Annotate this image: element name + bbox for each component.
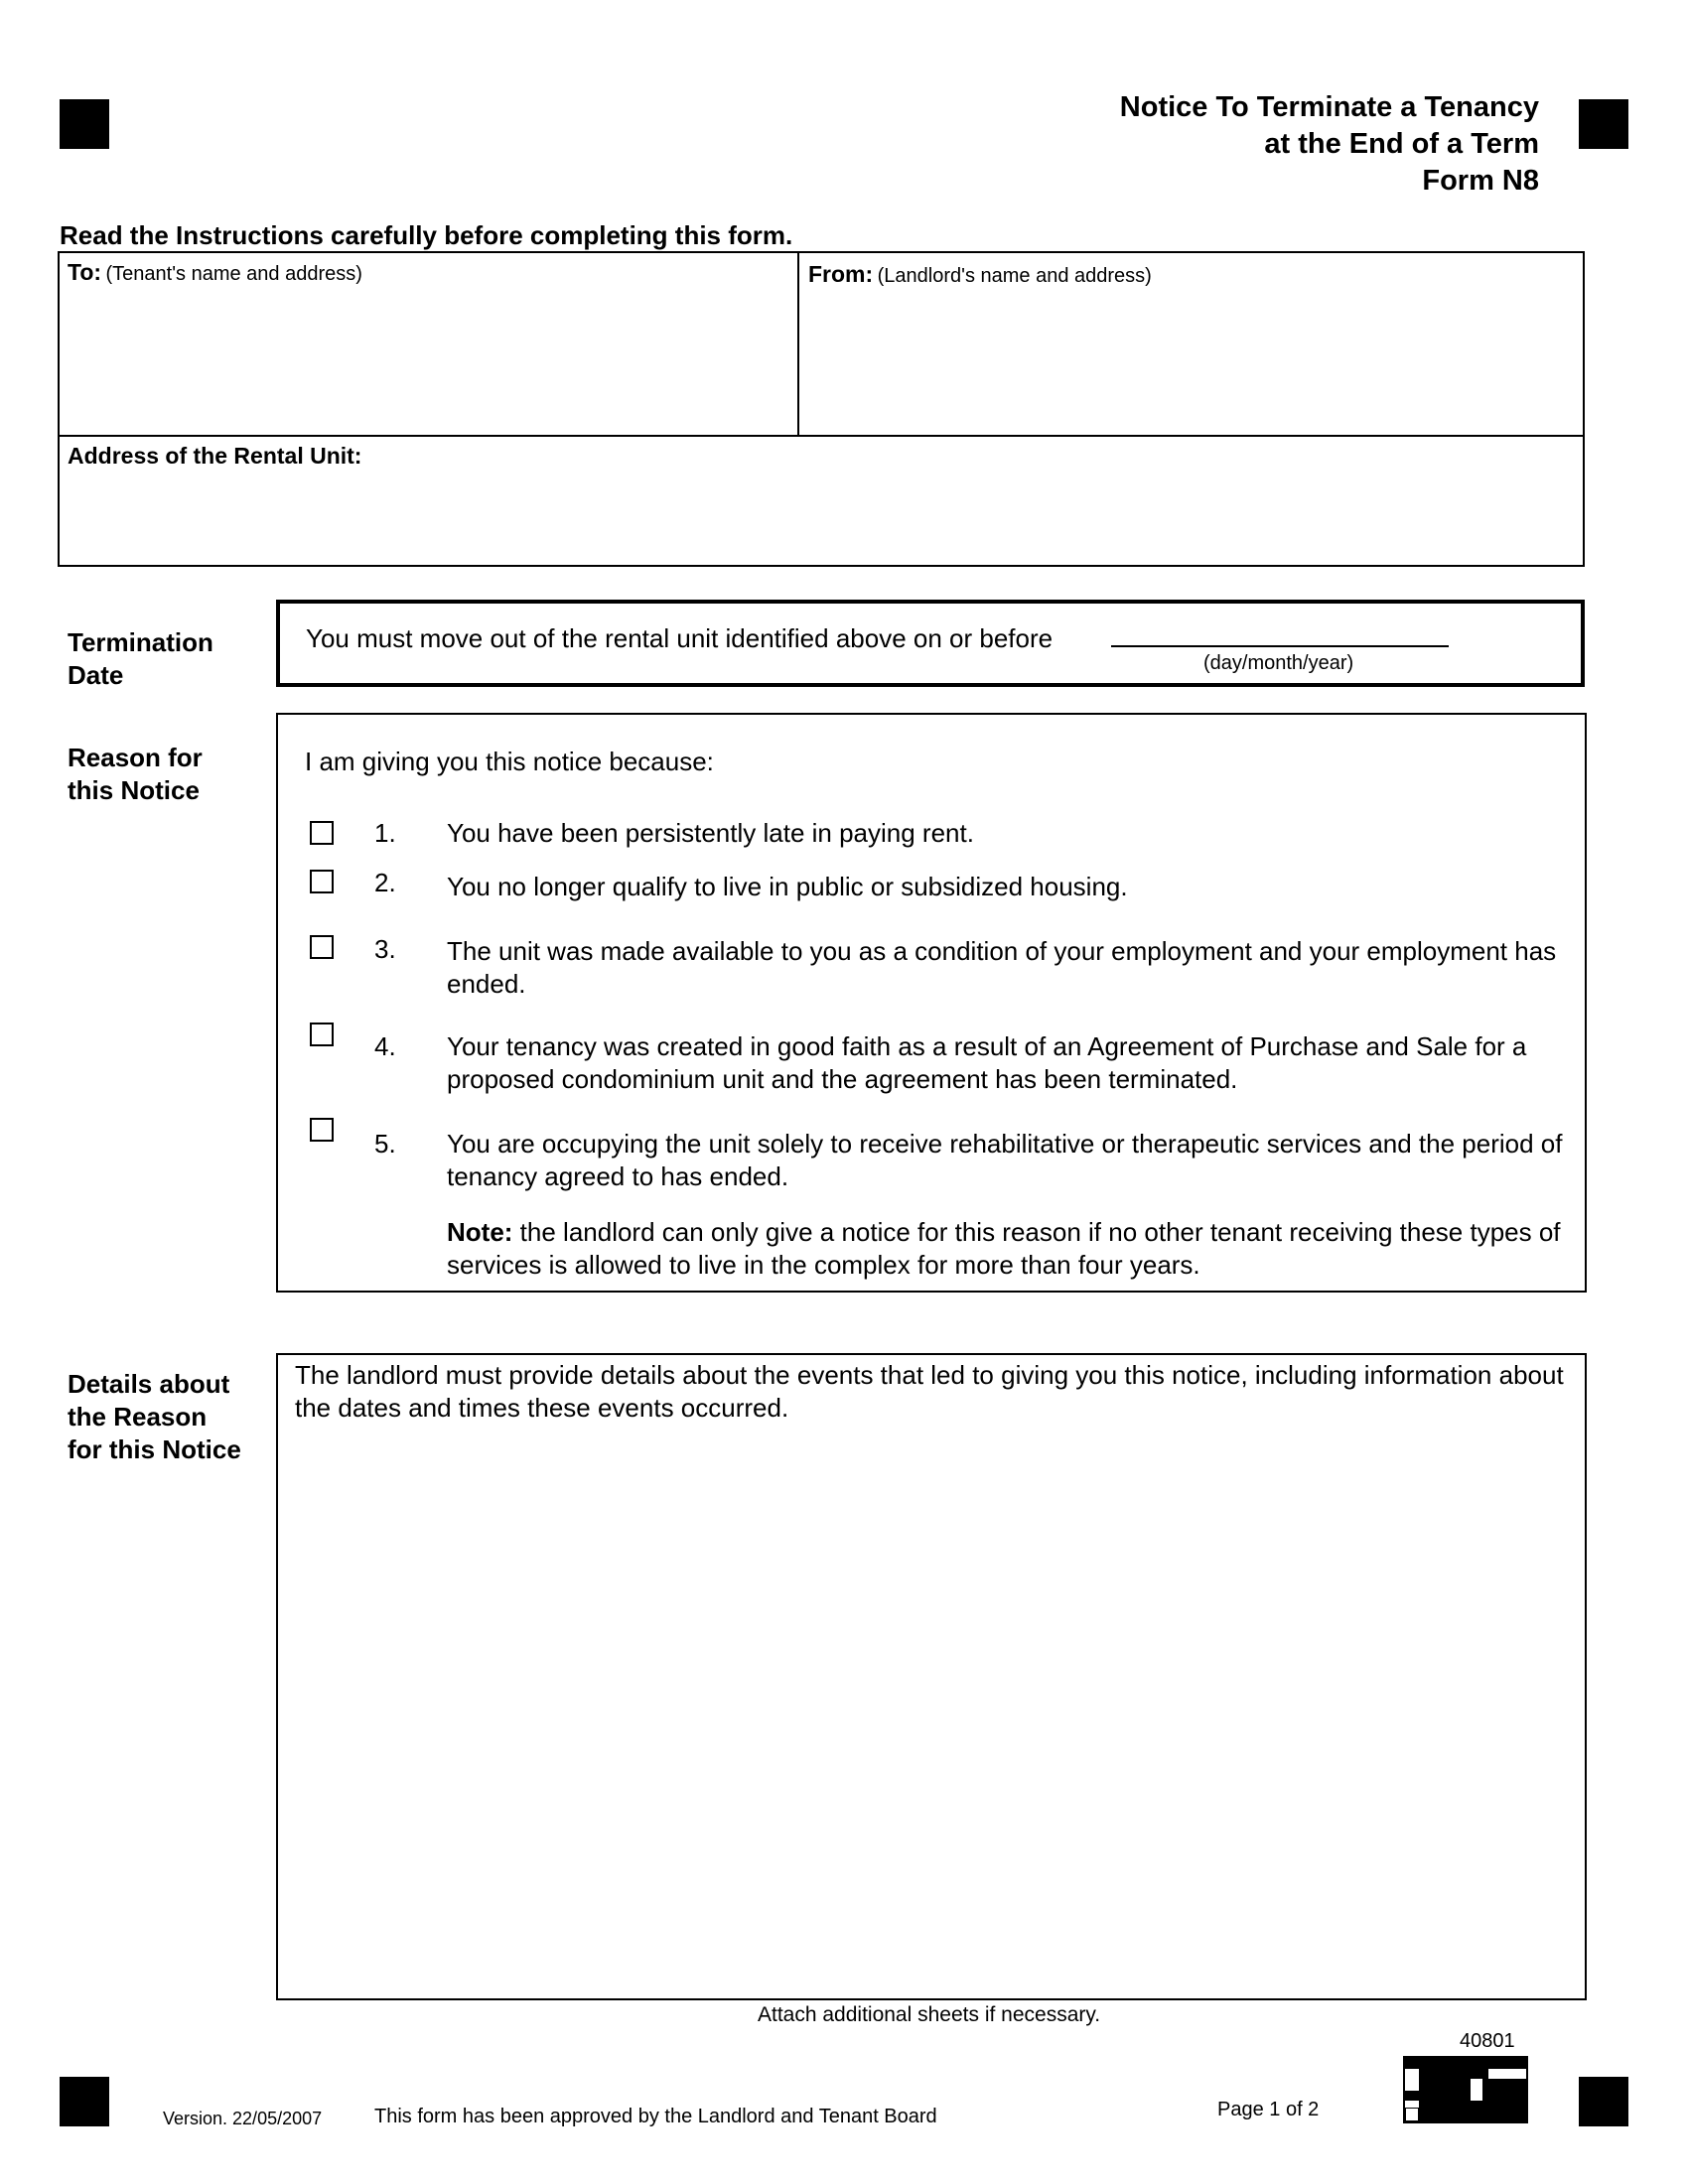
version-text: Version. 22/05/2007: [163, 2109, 323, 2128]
to-label: To:: [68, 259, 102, 285]
reason-1-text: You have been persistently late in paying rent.: [447, 818, 974, 848]
barcode: [1403, 2056, 1528, 2123]
registration-mark-bottom-left: [60, 2077, 109, 2126]
form-code: 40801: [1460, 2030, 1515, 2052]
rental-unit-label: Address of the Rental Unit:: [68, 443, 362, 469]
note-text: the landlord can only give a notice for this reason if no other tenant receiving these types of services is allowed to live in the complex for more than four years.: [447, 1217, 1561, 1280]
termination-date-hint: (day/month/year): [1203, 652, 1354, 674]
parties-box: [58, 251, 1585, 567]
to-hint: (Tenant's name and address): [105, 263, 362, 285]
reason-5-text: You are occupying the unit solely to receive rehabilitative or therapeutic services and the period of tenancy agreed to has ended.: [447, 1129, 1563, 1191]
details-label: Details about the Reason for this Notice: [68, 1369, 241, 1464]
reason-label: Reason for this Notice: [68, 743, 203, 805]
registration-mark-top-right: [1579, 99, 1628, 149]
reason-2-checkbox[interactable]: [310, 870, 334, 893]
termination-statement: You must move out of the rental unit identified above on or before: [306, 623, 1054, 653]
termination-date-box: [276, 600, 1585, 687]
rental-unit-address-field[interactable]: [68, 443, 1572, 560]
details-instruction: The landlord must provide details about the events that led to giving you this notice, including information about the dates and times these events occurred.: [295, 1360, 1564, 1423]
title-line-1: Notice To Terminate a Tenancy: [1119, 91, 1539, 123]
parties-horizontal-divider: [60, 435, 1583, 437]
from-field[interactable]: [808, 261, 1573, 430]
reason-3-checkbox[interactable]: [310, 935, 334, 959]
reason-4-number: 4.: [374, 1031, 396, 1061]
registration-mark-top-left: [60, 99, 109, 149]
instructions-notice: Read the Instructions carefully before completing this form.: [60, 220, 793, 250]
reason-5-checkbox[interactable]: [310, 1118, 334, 1142]
registration-mark-bottom-right: [1579, 2077, 1628, 2126]
termination-date-input[interactable]: [1111, 645, 1449, 647]
reason-4-text: Your tenancy was created in good faith as a result of an Agreement of Purchase and Sale for a proposed condominium unit and the agreement has been terminated.: [447, 1031, 1527, 1094]
termination-date-label: Termination Date: [68, 627, 213, 690]
reason-box: [276, 713, 1587, 1293]
to-field[interactable]: [68, 259, 792, 428]
reason-3-number: 3.: [374, 934, 396, 964]
reason-5-number: 5.: [374, 1129, 396, 1159]
reason-intro: I am giving you this notice because:: [305, 747, 714, 776]
reason-4-checkbox[interactable]: [310, 1023, 334, 1046]
title-line-2: at the End of a Term: [1264, 128, 1539, 160]
attach-sheets-note: Attach additional sheets if necessary.: [758, 2003, 1101, 2026]
form-number: Form N8: [1422, 165, 1539, 197]
reason-3-text: The unit was made available to you as a condition of your employment and your employment has ended.: [447, 936, 1557, 999]
page-number: Page 1 of 2: [1217, 2099, 1320, 2120]
parties-vertical-divider: [797, 253, 799, 435]
from-hint: (Landlord's name and address): [877, 265, 1152, 287]
reason-1-checkbox[interactable]: [310, 821, 334, 845]
details-box[interactable]: [276, 1353, 1587, 2000]
reason-2-text: You no longer qualify to live in public or subsidized housing.: [447, 872, 1128, 901]
note-label: Note:: [447, 1217, 513, 1247]
form-title: [1120, 89, 1539, 200]
approval-text: This form has been approved by the Landlord and Tenant Board: [374, 2106, 937, 2127]
reason-1-number: 1.: [374, 818, 396, 848]
reason-2-number: 2.: [374, 868, 396, 897]
from-label: From:: [808, 261, 874, 287]
